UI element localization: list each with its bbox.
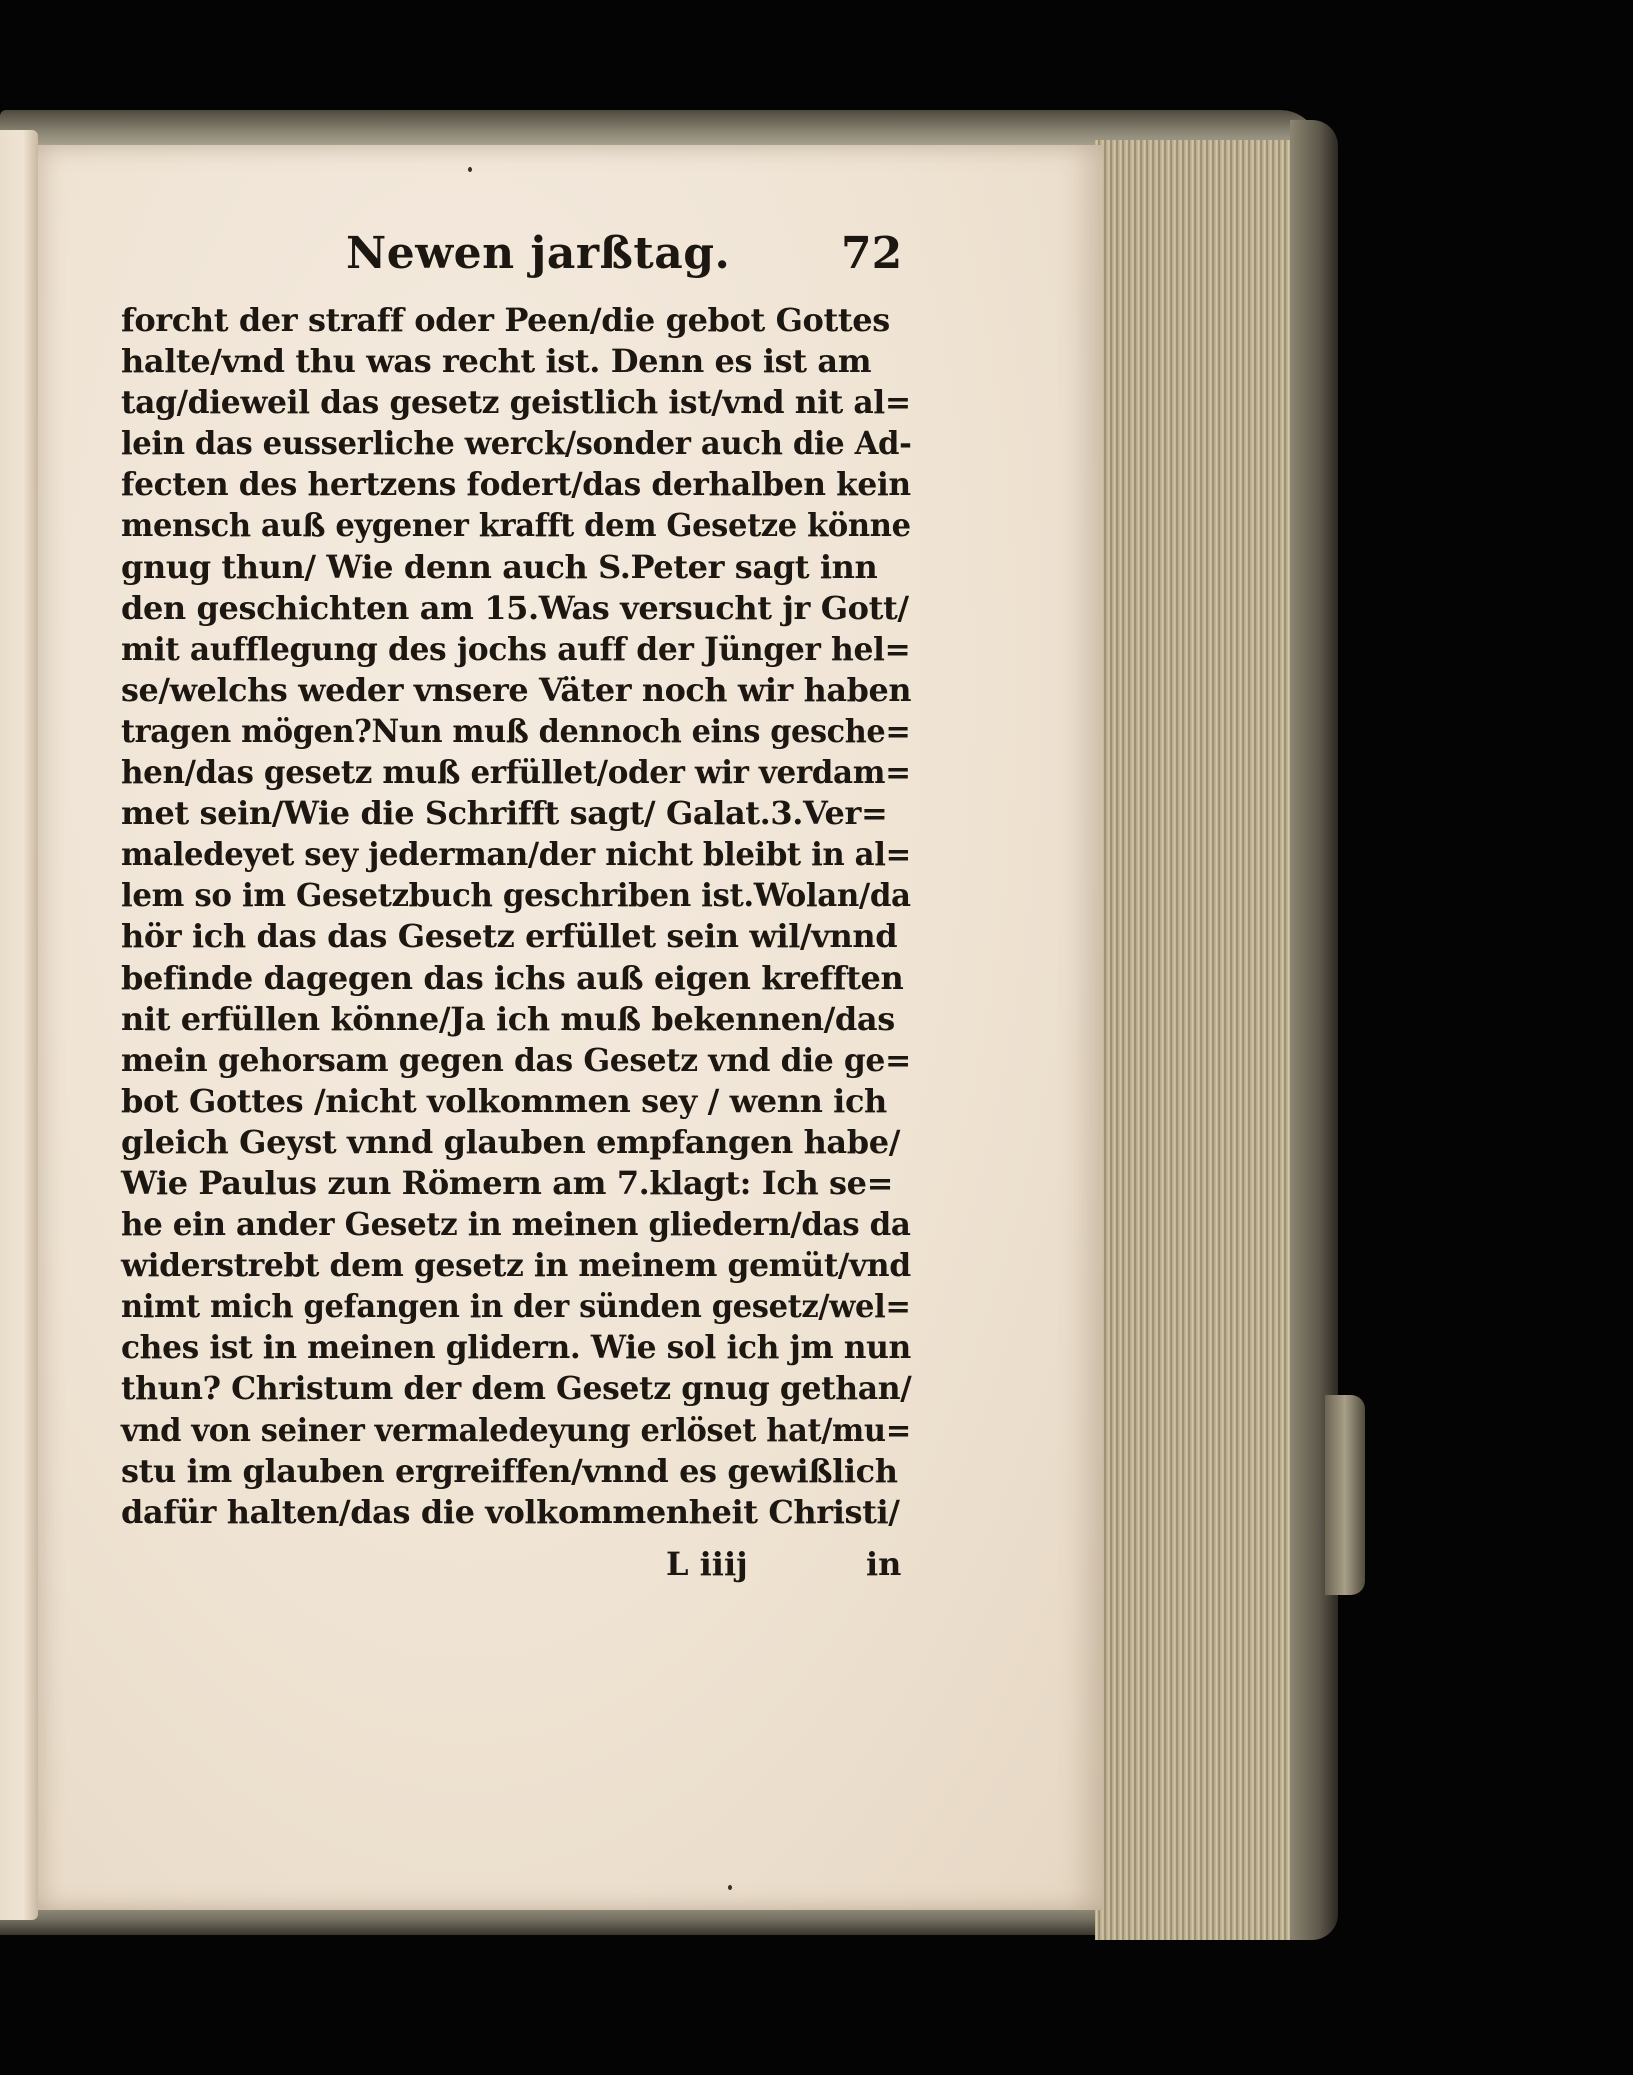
text-line: tragen mögen?Nun muß dennoch eins gesche= <box>121 711 911 750</box>
text-line: gleich Geyst vnnd glauben empfangen habe/ <box>121 1122 900 1161</box>
previous-page-edge <box>0 130 38 1920</box>
text-line: mein gehorsam gegen das Gesetz vnd die ge= <box>121 1040 911 1079</box>
text-line: forcht der straff oder Peen/die gebot Gottes <box>121 301 890 339</box>
text-line: he ein ander Gesetz in meinen gliedern/das da <box>121 1205 911 1244</box>
text-line: den geschichten am 15.Was versucht jr Gott/ <box>121 588 909 627</box>
text-line: tag/dieweil das gesetz geistlich ist/vnd nit al= <box>121 383 911 422</box>
text-line: nit erfüllen könne/Ja ich muß bekennen/das <box>121 999 895 1038</box>
book-page <box>38 145 1103 1910</box>
page-number: 72 <box>841 228 903 279</box>
text-line: nimt mich gefangen in der sünden gesetz/wel= <box>121 1287 911 1326</box>
text-line: hör ich das das Gesetz erfüllet sein wil/vnnd <box>121 917 898 956</box>
cover-clasp-tab <box>1325 1395 1365 1595</box>
text-line: bot Gottes /nicht volkommen sey / wenn ich <box>121 1081 887 1120</box>
ink-speck <box>728 1885 732 1890</box>
text-line: met sein/Wie die Schrifft sagt/ Galat.3.Ver= <box>121 794 888 833</box>
running-head: Newen jarßtag. <box>346 228 731 279</box>
body-text <box>121 300 911 1533</box>
text-line: maledeyet sey jederman/der nicht bleibt in al= <box>121 835 911 874</box>
page-fore-edge <box>1095 140 1320 1940</box>
book-cover-edge <box>1290 120 1338 1940</box>
text-line: mensch auß eygener krafft dem Gesetze könne <box>121 506 911 545</box>
text-line: befinde dagegen das ichs auß eigen krefften <box>121 958 904 997</box>
text-line: thun? Christum der dem Gesetz gnug gethan/ <box>121 1369 912 1408</box>
text-line: lem so im Gesetzbuch geschriben ist.Wolan/da <box>121 876 911 915</box>
text-line: mit aufflegung des jochs auff der Jünger hel= <box>121 629 911 668</box>
signature-mark: L iiij <box>666 1544 748 1583</box>
text-line: gnug thun/ Wie denn auch S.Peter sagt inn <box>121 547 878 586</box>
page-footer <box>121 1537 911 1587</box>
text-line: vnd von seiner vermaledeyung erlöset hat/mu= <box>121 1410 911 1449</box>
page-text-block <box>121 228 911 1587</box>
text-line: lein das eusserliche werck/sonder auch die Ad- <box>121 424 912 463</box>
text-line: stu im glauben ergreiffen/vnnd es gewißlich <box>121 1451 898 1490</box>
text-line: Wie Paulus zun Römern am 7.klagt: Ich se= <box>121 1163 894 1202</box>
catchword: in <box>866 1544 902 1583</box>
page-header <box>121 228 911 298</box>
text-line: hen/das gesetz muß erfüllet/oder wir verdam= <box>121 753 911 792</box>
text-line: widerstrebt dem gesetz in meinem gemüt/vnd <box>121 1246 911 1285</box>
text-line: fecten des hertzens fodert/das derhalben kein <box>121 465 911 504</box>
text-line: dafür halten/das die volkommenheit Christi/ <box>121 1492 900 1531</box>
text-line: se/welchs weder vnsere Väter noch wir haben <box>121 670 912 709</box>
text-line: ches ist in meinen glidern. Wie sol ich jm nun <box>121 1328 911 1367</box>
text-line: halte/vnd thu was recht ist. Denn es ist am <box>121 342 872 381</box>
ink-speck <box>468 167 472 172</box>
